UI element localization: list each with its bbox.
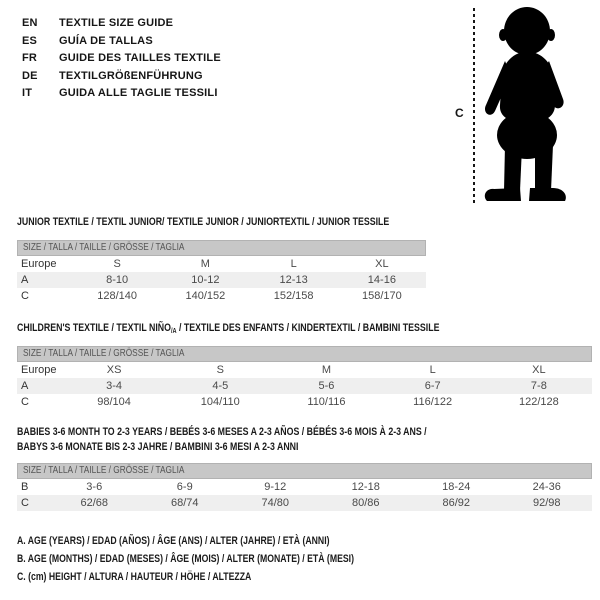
cell: 6-7 — [380, 378, 486, 394]
table-row — [17, 495, 592, 511]
cell: S — [167, 362, 273, 378]
height-measure-label: C — [455, 106, 464, 120]
cell: 110/116 — [273, 394, 379, 410]
cell: 4-5 — [167, 378, 273, 394]
lang-text: TEXTILE SIZE GUIDE — [59, 17, 174, 29]
cell: 128/140 — [73, 288, 161, 304]
cell: XL — [486, 362, 592, 378]
cell: 104/110 — [167, 394, 273, 410]
cell: XS — [61, 362, 167, 378]
row-label: C — [17, 288, 73, 304]
lang-row-fr — [22, 50, 221, 68]
cell: S — [73, 256, 161, 272]
junior-section-title: JUNIOR TEXTILE / TEXTIL JUNIOR/ TEXTILE JUNIOR / JUNIORTEXTIL / JUNIOR TESSILE — [17, 216, 390, 228]
cell: 10-12 — [161, 272, 249, 288]
row-label: Europe — [17, 256, 73, 272]
lang-code: IT — [22, 87, 33, 99]
row-label: Europe — [17, 362, 61, 378]
babies-section-title-line1: BABIES 3-6 MONTH TO 2-3 YEARS / BEBÉS 3-6 MESES A 2-3 AÑOS / BÉBÉS 3-6 MOIS À 2-3 ANS / — [17, 426, 427, 438]
cell: 18-24 — [411, 479, 502, 495]
cell: 158/170 — [338, 288, 426, 304]
cell: L — [380, 362, 486, 378]
cell: 12-13 — [250, 272, 338, 288]
row-label: A — [17, 378, 61, 394]
note-b: B. AGE (MONTHS) / EDAD (MESES) / ÂGE (MOIS) / ALTER (MONATE) / ETÀ (MESI) — [17, 553, 354, 565]
cell: 9-12 — [230, 479, 321, 495]
cell: 74/80 — [230, 495, 321, 511]
lang-code: EN — [22, 17, 38, 29]
table-row — [17, 362, 592, 378]
lang-text: GUIDE DES TAILLES TEXTILE — [59, 52, 221, 64]
row-label: C — [17, 495, 49, 511]
junior-size-table — [17, 240, 426, 304]
cell: 62/68 — [49, 495, 140, 511]
cell: 24-36 — [502, 479, 593, 495]
cell: 7-8 — [486, 378, 592, 394]
cell: 14-16 — [338, 272, 426, 288]
cell: 116/122 — [380, 394, 486, 410]
row-label: C — [17, 394, 61, 410]
cell: 6-9 — [140, 479, 231, 495]
lang-row-es — [22, 33, 221, 51]
cell: 92/98 — [502, 495, 593, 511]
size-header-bar: SIZE / TALLA / TAILLE / GRÖSSE / TAGLIA — [17, 240, 426, 256]
cell: 5-6 — [273, 378, 379, 394]
table-row — [17, 479, 592, 495]
table-row — [17, 272, 426, 288]
cell: M — [161, 256, 249, 272]
cell: 152/158 — [250, 288, 338, 304]
lang-row-en — [22, 15, 221, 33]
language-list — [22, 15, 221, 103]
lang-text: GUIDA ALLE TAGLIE TESSILI — [59, 87, 218, 99]
cell: 80/86 — [321, 495, 412, 511]
children-size-table — [17, 346, 592, 410]
cell: 98/104 — [61, 394, 167, 410]
cell: 12-18 — [321, 479, 412, 495]
children-section-title: CHILDREN'S TEXTILE / TEXTIL $NIÑO_{/A}$ / TEXTILE DES ENFANTS / KINDERTEXTIL / BAMBINI TESSILE — [17, 322, 440, 335]
cell: M — [273, 362, 379, 378]
cell: 68/74 — [140, 495, 231, 511]
lang-code: FR — [22, 52, 38, 64]
babies-size-table — [17, 463, 592, 511]
size-header-bar: SIZE / TALLA / TAILLE / GRÖSSE / TAGLIA — [17, 463, 592, 479]
babies-section-title-line2: BABYS 3-6 MONATE BIS 2-3 JAHRE / BAMBINI 3-6 MESI A 2-3 ANNI — [17, 441, 299, 453]
cell: L — [250, 256, 338, 272]
cell: 140/152 — [161, 288, 249, 304]
table-row — [17, 288, 426, 304]
table-row — [17, 394, 592, 410]
lang-row-it — [22, 85, 221, 103]
height-dashed-line — [473, 8, 475, 206]
lang-text: TEXTILGRÖßENFÜHRUNG — [59, 69, 203, 82]
cell: 3-4 — [61, 378, 167, 394]
cell: 86/92 — [411, 495, 502, 511]
cell: 122/128 — [486, 394, 592, 410]
size-header-bar: SIZE / TALLA / TAILLE / GRÖSSE / TAGLIA — [17, 346, 592, 362]
table-row — [17, 256, 426, 272]
cell: XL — [338, 256, 426, 272]
lang-code: DE — [22, 69, 38, 82]
row-label: A — [17, 272, 73, 288]
lang-code: ES — [22, 34, 38, 47]
cell: 8-10 — [73, 272, 161, 288]
lang-row-de — [22, 68, 221, 86]
row-label: B — [17, 479, 49, 495]
cell: 3-6 — [49, 479, 140, 495]
note-a: A. AGE (YEARS) / EDAD (AÑOS) / ÂGE (ANS) / ALTER (JAHRE) / ETÀ (ANNI) — [17, 535, 330, 547]
lang-text: GUÍA DE TALLAS — [59, 34, 153, 47]
note-c: C. (cm) HEIGHT / ALTURA / HAUTEUR / HÖHE / ALTEZZA — [17, 571, 252, 583]
table-row — [17, 378, 592, 394]
baby-silhouette-icon — [479, 5, 573, 205]
